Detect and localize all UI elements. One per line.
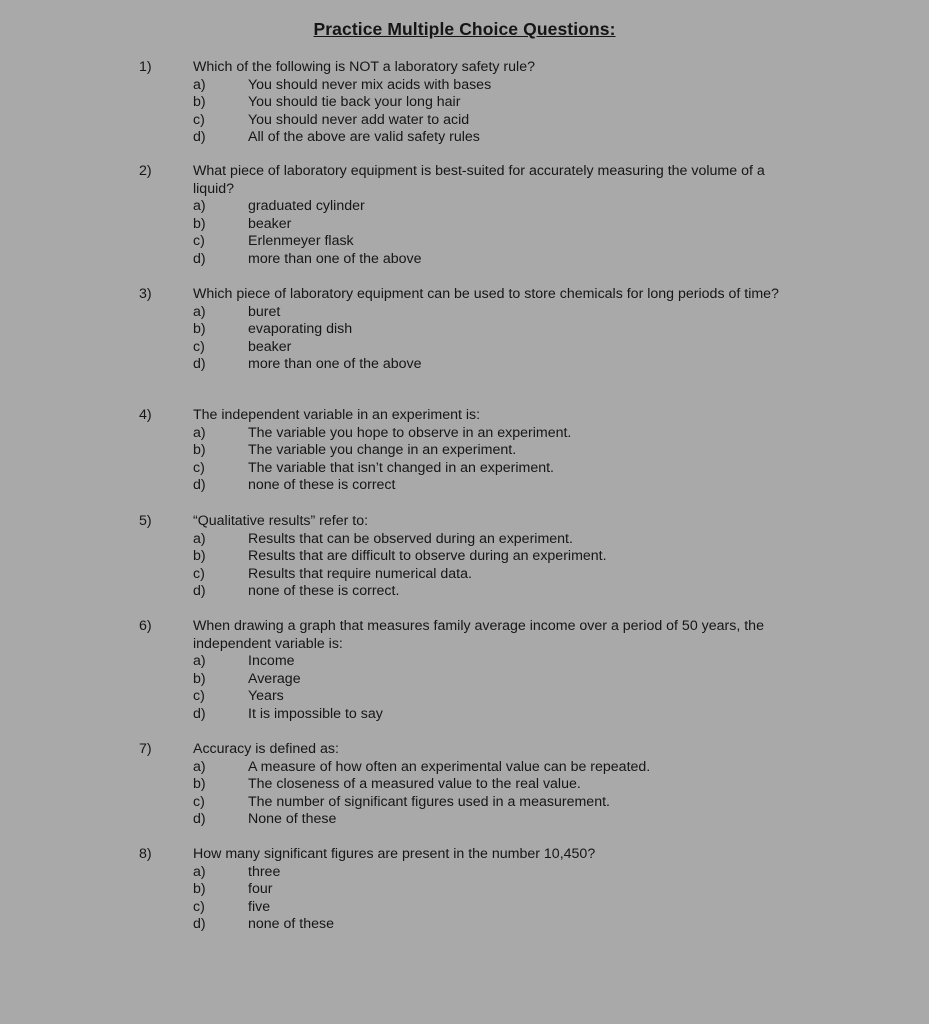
option-letter: a) [193,863,206,880]
option-text: more than one of the above [248,250,422,267]
option-text: Erlenmeyer flask [248,233,354,249]
question-text: How many significant figures are present in the number 10,450? [193,846,596,862]
option-text: Results that are difficult to observe during an experiment. [248,548,607,564]
option-text: Results that require numerical data. [248,565,472,582]
option-letter: b) [193,776,206,792]
option-list [193,425,803,495]
option-a [193,77,803,95]
option-text: none of these is correct. [248,583,400,599]
option-d [193,706,803,724]
option-a [193,864,803,882]
option-text: You should never mix acids with bases [248,76,492,93]
option-letter: b) [193,321,206,337]
option-letter: d) [193,811,206,827]
option-list [193,304,803,374]
option-b [193,881,803,899]
option-letter: d) [193,705,206,722]
option-list [193,77,803,147]
option-text: You should never add water to acid [248,111,470,128]
question-number: 6) [139,618,152,634]
question-number: 1) [139,59,152,75]
option-letter: c) [193,233,205,249]
option-letter: b) [193,94,206,110]
option-letter: d) [193,356,206,372]
option-text: The closeness of a measured value to the real value. [248,776,581,792]
option-letter: d) [193,477,206,493]
option-c [193,339,803,357]
option-d [193,811,803,829]
option-b [193,216,803,234]
option-c [193,688,803,706]
option-c [193,899,803,917]
option-letter: b) [193,670,206,687]
option-a [193,425,803,443]
option-letter: b) [193,548,206,564]
option-letter: d) [193,583,206,599]
option-text: graduated cylinder [248,198,365,214]
option-b [193,442,803,460]
option-list [193,759,803,829]
question-text: Accuracy is defined as: [193,741,339,757]
option-letter: c) [193,338,205,355]
question-text: “Qualitative results” refer to: [193,513,369,529]
question-text: The independent variable in an experiment is: [193,407,481,423]
option-text: five [248,898,271,915]
question-number: 2) [139,163,152,179]
option-c [193,233,803,251]
option-d [193,129,803,147]
option-a [193,653,803,671]
option-letter: a) [193,424,206,441]
option-text: none of these is correct [248,477,396,493]
question-number: 5) [139,513,152,529]
option-letter: a) [193,198,206,214]
option-list [193,864,803,934]
option-letter: c) [193,565,205,582]
option-b [193,548,803,566]
option-b [193,671,803,689]
option-letter: a) [193,530,206,547]
option-text: The variable you hope to observe in an experiment. [248,424,572,441]
option-letter: a) [193,303,206,320]
option-letter: b) [193,442,206,458]
option-letter: a) [193,758,206,775]
question-number: 3) [139,286,152,302]
option-text: Income [248,653,295,669]
option-a [193,759,803,777]
option-c [193,112,803,130]
option-letter: a) [193,76,206,93]
option-text: three [248,863,281,880]
question-text: Which piece of laboratory equipment can be used to store chemicals for long periods of time? [193,286,779,302]
question-number: 4) [139,407,152,423]
option-text: evaporating dish [248,321,353,337]
option-text: none of these [248,916,334,932]
question-text: When drawing a graph that measures family average income over a period of 50 years, the independent variable is: [193,618,764,652]
option-c [193,460,803,478]
option-text: All of the above are valid safety rules [248,129,480,145]
option-a [193,304,803,322]
option-text: buret [248,303,281,320]
question-text: Which of the following is NOT a laboratory safety rule? [193,59,535,75]
option-text: Years [248,688,284,704]
option-letter: a) [193,653,206,669]
option-list [193,653,803,723]
option-text: It is impossible to say [248,705,383,722]
option-list [193,531,803,601]
option-letter: c) [193,793,205,810]
option-letter: c) [193,459,205,476]
option-d [193,356,803,374]
option-c [193,794,803,812]
option-text: The number of significant figures used in a measurement. [248,793,610,810]
option-a [193,531,803,549]
option-text: A measure of how often an experimental value can be repeated. [248,758,651,775]
option-text: more than one of the above [248,356,422,372]
question-text: What piece of laboratory equipment is best-suited for accurately measuring the volume of a liquid? [193,163,765,197]
option-text: four [248,881,273,897]
option-letter: d) [193,129,206,145]
option-letter: c) [193,898,205,915]
option-text: Results that can be observed during an experiment. [248,530,573,547]
option-d [193,583,803,601]
question-number: 7) [139,741,152,757]
option-c [193,566,803,584]
option-letter: c) [193,111,205,128]
option-d [193,251,803,269]
option-text: You should tie back your long hair [248,94,461,110]
option-text: beaker [248,215,292,232]
option-text: The variable that isn’t changed in an experiment. [248,459,555,476]
option-a [193,198,803,216]
option-letter: b) [193,881,206,897]
option-d [193,477,803,495]
option-letter: c) [193,688,205,704]
option-d [193,916,803,934]
option-letter: d) [193,916,206,932]
option-text: Average [248,670,301,687]
option-b [193,776,803,794]
option-text: The variable you change in an experiment. [248,442,517,458]
option-b [193,321,803,339]
option-letter: d) [193,250,206,267]
option-text: None of these [248,811,337,827]
question-number: 8) [139,846,152,862]
option-text: beaker [248,338,292,355]
option-list [193,198,803,268]
option-b [193,94,803,112]
page-title: Practice Multiple Choice Questions: [313,19,616,39]
option-letter: b) [193,215,206,232]
